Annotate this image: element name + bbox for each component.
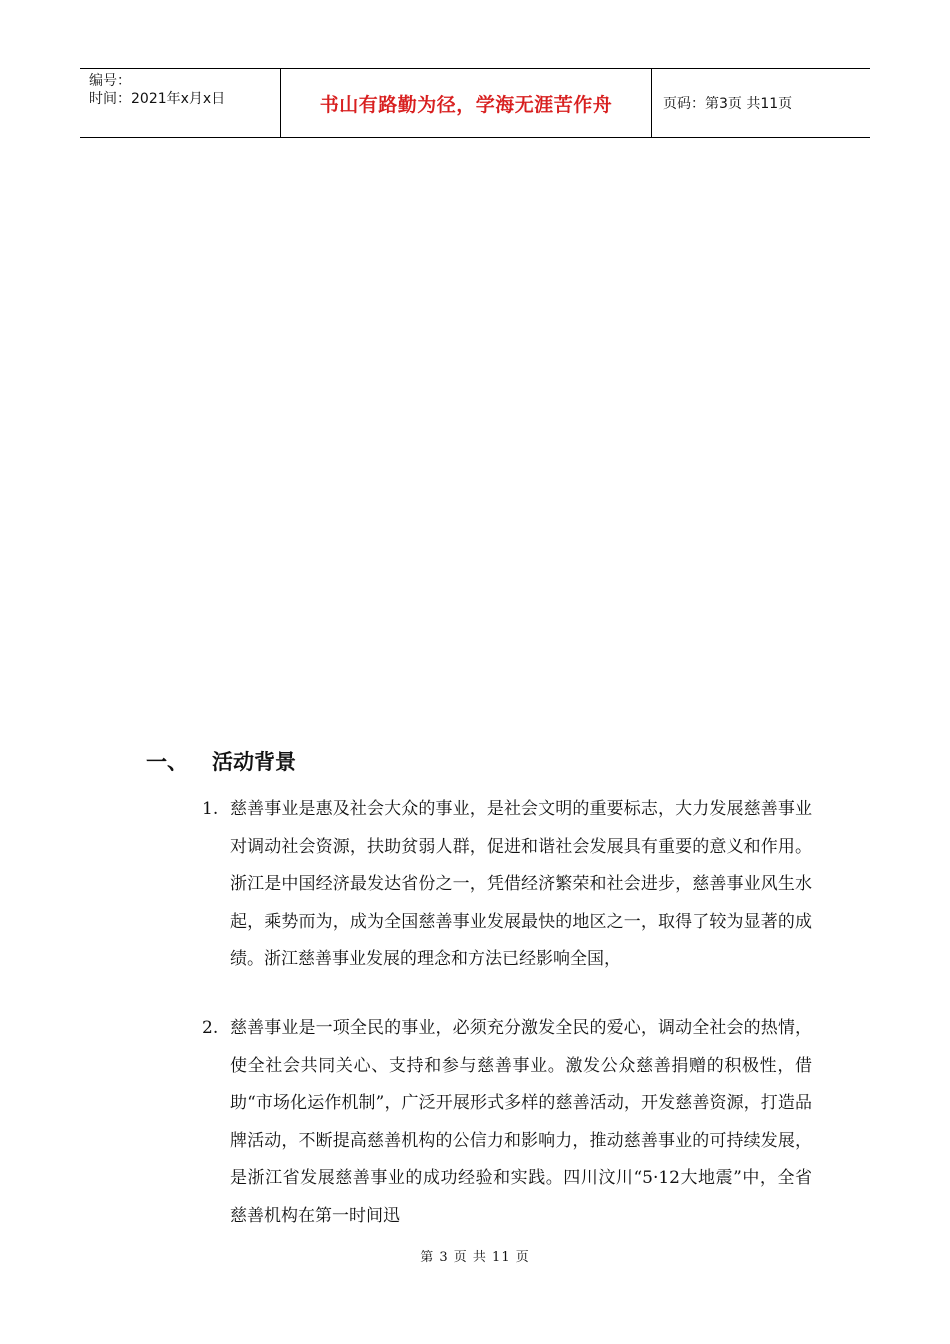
header-motto: 书山有路勤为径，学海无涯苦作舟 — [281, 69, 652, 137]
list-item — [202, 1010, 812, 1235]
page-header — [80, 68, 870, 138]
section-number: 一、 — [146, 750, 188, 774]
header-meta — [80, 69, 281, 137]
list-item-marker: 2. — [202, 1018, 219, 1038]
header-page-info: 页码：第3页 共11页 — [663, 96, 793, 112]
list-item-text: 慈善事业是一项全民的事业，必须充分激发全民的爱心，调动全社会的热情，使全社会共同关心、支持和参与慈善事业。激发公众慈善捐赠的积极性，借助“市场化运作机制”，广泛开展形式多样的慈善活动，开发慈善资源，打造品牌活动，不断提高慈善机构的公信力和影响力，推动慈善事业的可持续发展，是浙江省发展慈善事业的成功经验和实践。四川汶川“5·12大地震”中，全省慈善机构在第一时间迅 — [230, 1018, 812, 1226]
document-number-label: 编号： — [89, 73, 131, 89]
section-title: 活动背景 — [212, 750, 296, 774]
list-item-text: 慈善事业是惠及社会大众的事业，是社会文明的重要标志，大力发展慈善事业对调动社会资源，扶助贫弱人群，促进和谐社会发展具有重要的意义和作用。浙江是中国经济最发达省份之一，凭借经济繁荣和社会进步，慈善事业风生水起，乘势而为，成为全国慈善事业发展最快的地区之一，取得了较为显著的成绩。浙江慈善事业发展的理念和方法已经影响全国， — [230, 799, 812, 969]
page-footer: 第 3 页 共 11 页 — [420, 1250, 530, 1265]
list-item-marker: 1. — [202, 799, 219, 819]
section-heading — [146, 746, 296, 776]
list-item — [202, 791, 812, 979]
document-time-label: 时间：2021年x月x日 — [89, 91, 226, 107]
